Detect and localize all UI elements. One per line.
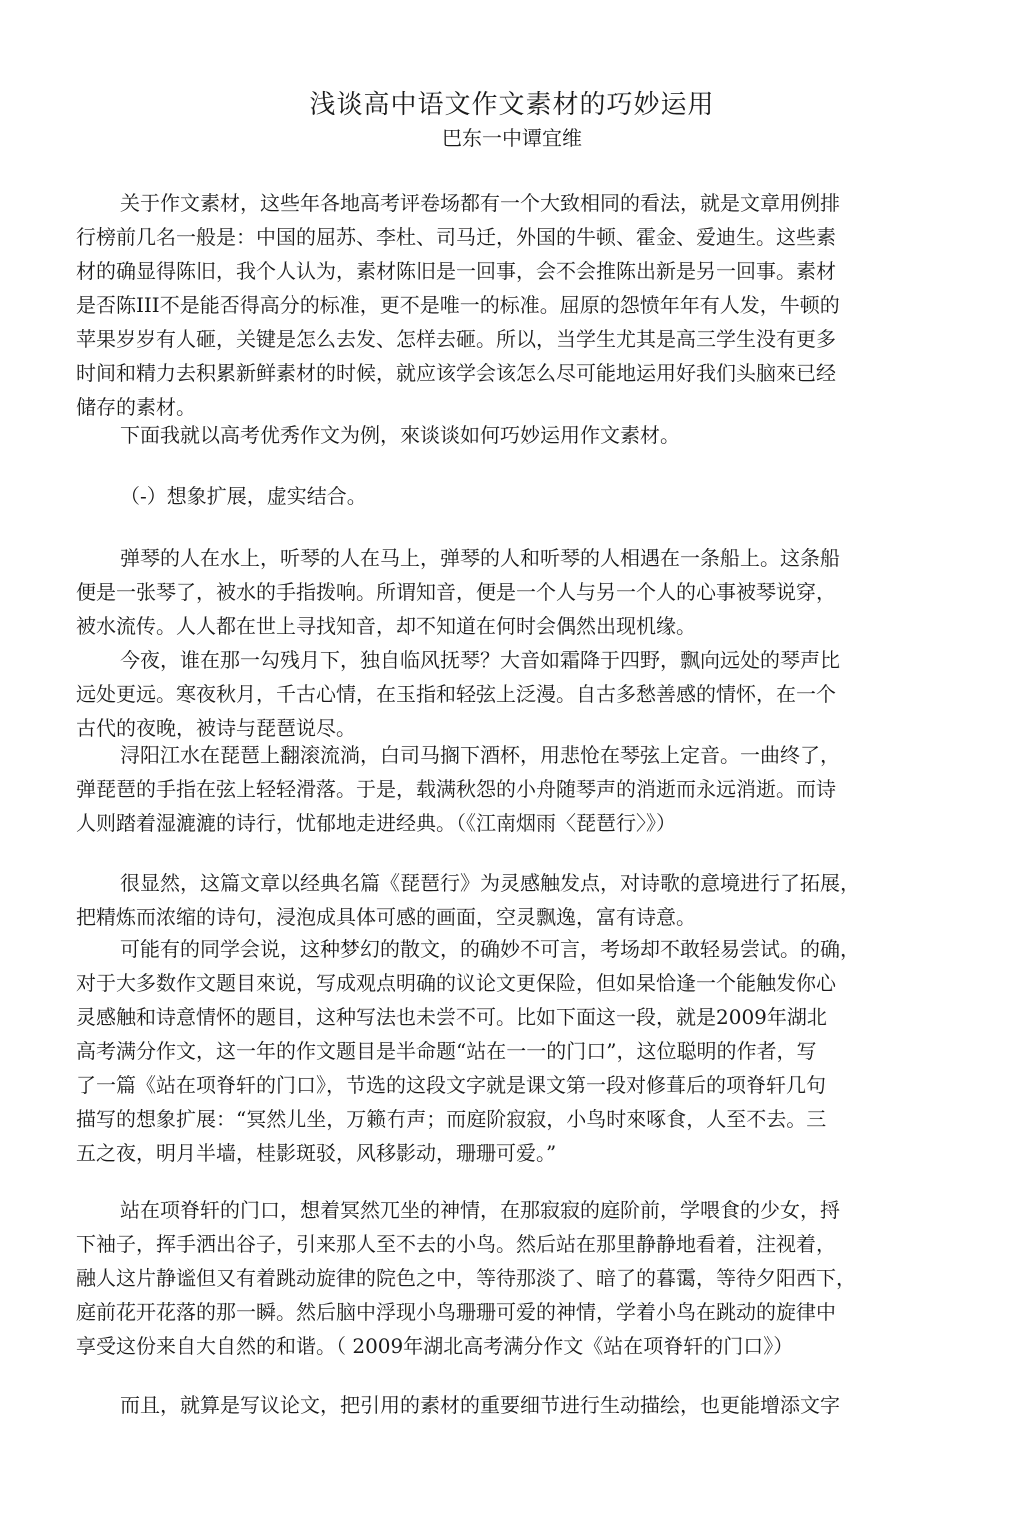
text-line: 灵感触和诗意情怀的题目，这种写法也未尝不可。比如下面这一段，就是2009年湖北 (76, 1005, 827, 1029)
paragraph-example-text (76, 1193, 906, 1363)
paragraph-continuation (76, 1388, 906, 1422)
text-line: 而且，就算是写议论文，把引用的素材的重要细节进行生动描绘，也更能增添文字 (120, 1393, 840, 1417)
text-line: 描写的想象扩展：“冥然儿坐，万籁冇声；而庭阶寂寂，小鸟时來啄食，人至不去。三 (76, 1107, 827, 1131)
document-title: 浅谈高中语文作文素材的巧妙运用 (309, 90, 715, 120)
text-line: 古代的夜晚，被诗与琵琶说尽。 (76, 716, 356, 740)
text-line: 便是一张琴了，被水的手指拨响。所谓知音，便是一个人与另一个人的心事被琴说穿， (76, 580, 836, 604)
text-line: 时间和精力去积累新鲜素材的时候，就应该学会该怎么尽可能地运用好我们头脑來已经 (76, 361, 836, 385)
text-line: 五之夜，明月半墙，桂影斑驳，风移影动，珊珊可爱。” (76, 1141, 557, 1165)
paragraph-quote-2 (76, 643, 906, 745)
text-line: 庭前花开花落的那一瞬。然后脑中浮现小鸟珊珊可爱的神情，学着小鸟在跳动的旋律中 (76, 1300, 836, 1324)
paragraph-quote-3 (76, 738, 906, 840)
paragraph-analysis (76, 866, 906, 934)
text-line: 下面我就以高考优秀作文为例，來谈谈如何巧妙运用作文素材。 (120, 423, 680, 447)
section-heading (76, 479, 906, 513)
text-line: 对于大多数作文题目來说，写成观点明确的议论文更保险，但如杲恰逢一个能触发你心 (76, 971, 836, 995)
text-line: 很显然，这篇文章以经典名篇《琵琶行》为灵感触发点，对诗歌的意境进行了拓展， (120, 871, 860, 895)
text-line: 把精炼而浓缩的诗句，浸泡成具体可感的画面，空灵飘逸，富有诗意。 (76, 905, 696, 929)
text-line: 下袖子，挥手洒出谷子，引来那人至不去的小鸟。然后站在那里静静地看着，注视着， (76, 1232, 836, 1256)
paragraph-quote-1 (76, 541, 906, 643)
text-line: 材的确显得陈旧，我个人认为，素材陈旧是一回事，会不会推陈出新是另一回事。素材 (76, 259, 836, 283)
paragraph-example-intro (76, 932, 906, 1170)
text-line: 弹琴的人在水上，听琴的人在马上，弹琴的人和听琴的人相遇在一条船上。这条船 (120, 546, 840, 570)
text-line: 融人这片静谧但又有着跳动旋律的院色之中，等待那淡了、暗了的暮霭，等待夕阳西下， (76, 1266, 856, 1290)
text-line: 高考满分作文，这一年的作文题目是半命题“站在一一的门口”，这位聪明的作者，写 (76, 1039, 817, 1063)
document-author: 巴东一中谭宜维 (442, 126, 582, 150)
text-line: 苹果岁岁有人砸，关键是怎么去发、怎样去砸。所以，当学生尤其是高三学生没有更多 (76, 327, 836, 351)
text-line: 了一篇《站在项脊轩的门口》，节选的这段文字就是课文第一段对修葺后的项脊轩几句 (76, 1073, 826, 1097)
text-line: 站在项脊轩的门口，想着冥然兀坐的神情，在那寂寂的庭阶前，学喂食的少女，捋 (120, 1198, 840, 1222)
text-line: 享受这份来自大自然的和谐。（ 2009年湖北高考满分作文《站在项脊轩的门口》） (76, 1334, 794, 1358)
text-line: 人则踏着湿漉漉的诗行，忧郁地走进经典。（《江南烟雨〈琵琶行〉》） (76, 811, 676, 835)
text-line: 是否陈III不是能否得高分的标准，更不是唯一的标准。屈原的怨愤年年有人发，牛顿的 (76, 293, 840, 317)
text-line: 被水流传。人人都在世上寻找知音，却不知道在何时会偶然出现机缘。 (76, 614, 696, 638)
text-line: 今夜，谁在那一勾残月下，独自临风抚琴？大音如霜降于四野，飘向远处的琴声比 (120, 648, 840, 672)
paragraph-intro (76, 186, 906, 424)
text-line: 行榜前几名一般是：中国的屈苏、李杜、司马迁，外国的牛顿、霍金、爱迪生。这些素 (76, 225, 836, 249)
text-line: 关于作文素材，这些年各地高考评卷场都有一个大致相同的看法，就是文章用例排 (120, 191, 840, 215)
text-line: 储存的素材。 (76, 395, 196, 419)
text-line: 可能有的同学会说，这种梦幻的散文，的确妙不可言，考场却不敢轻易尝试。的确， (120, 937, 860, 961)
paragraph-outline (76, 418, 906, 452)
text-line: 浔阳江水在琵琶上翻滚流淌，白司马搁下酒杯，用悲怆在琴弦上定音。一曲终了， (120, 743, 840, 767)
text-line: 弹琵琶的手指在弦上轻轻滑落。于是，载满秋怨的小舟随琴声的消逝而永远消逝。而诗 (76, 777, 836, 801)
text-line: 远处更远。寒夜秋月，千古心情，在玉指和轻弦上泛漫。自古多愁善感的情怀，在一个 (76, 682, 836, 706)
section-heading-text: （-）想象扩展，虚实结合。 (120, 484, 367, 508)
